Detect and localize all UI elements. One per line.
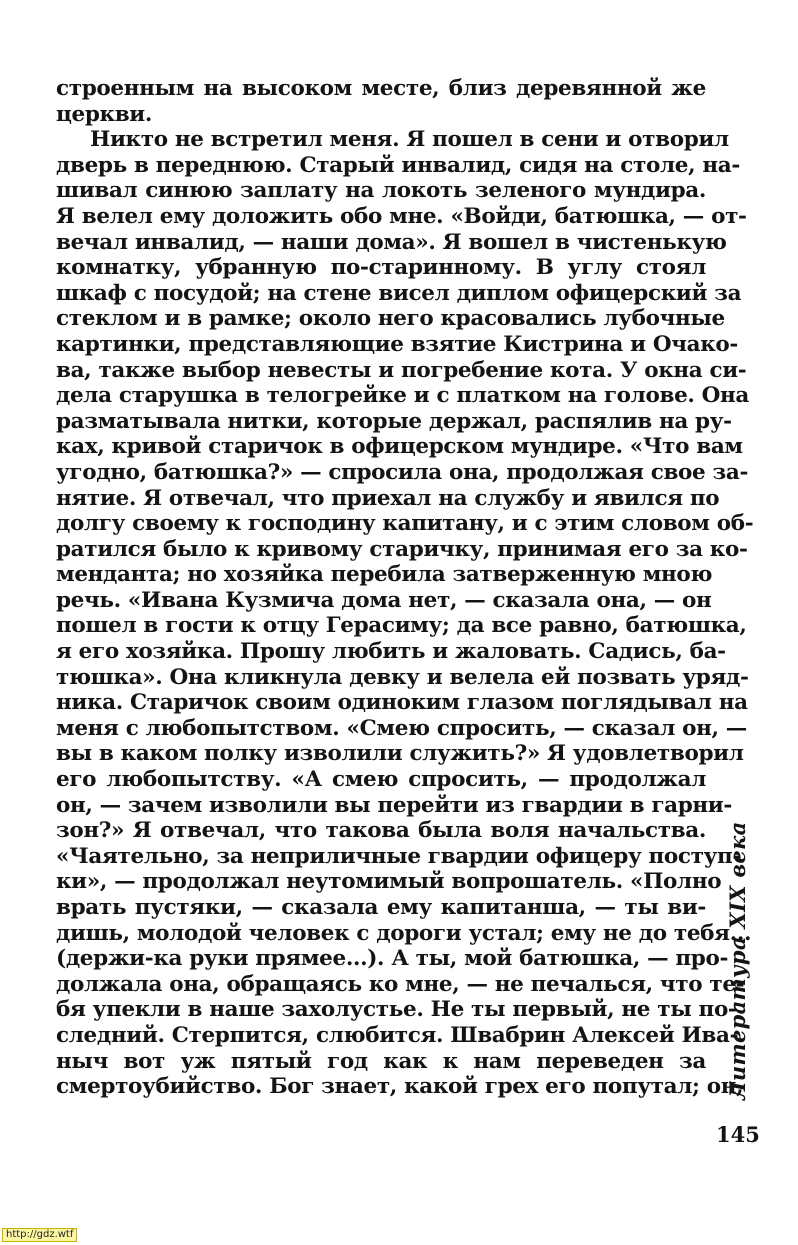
text-line: нятие. Я отвечал, что приехал на службу и явился по — [56, 485, 720, 511]
text-line: Никто не встретил меня. Я пошел в сени и отворил — [90, 127, 729, 153]
text-line: церкви. — [56, 101, 153, 127]
text-line: дишь, молодой человек с дороги устал; ему не до тебя... — [56, 920, 752, 946]
text-line: долгу своему к господину капитану, и с этим словом об- — [56, 511, 754, 537]
text-line: смертоубийство. Бог знает, какой грех его попутал; он, — [56, 1074, 744, 1100]
text-line: (держи-ка руки прямее...). А ты, мой батюшка, — про- — [56, 946, 729, 972]
text-line: вечал инвалид, — наши дома». Я вошел в чистенькую — [56, 229, 727, 255]
text-line: речь. «Ивана Кузмича дома нет, — сказала она, — он — [56, 587, 712, 613]
text-line: шкаф с посудой; на стене висел диплом офицерский за — [56, 280, 742, 306]
text-line: разматывала нитки, которые держал, распялив на ру- — [56, 408, 732, 434]
running-title: Литература XIX века — [725, 821, 750, 1100]
text-line: тюшка». Она кликнула девку и велела ей позвать уряд- — [56, 664, 749, 690]
text-line: менданта; но хозяйка перебила затверженную мною — [56, 562, 713, 588]
text-line: стеклом и в рамке; около него красовались лубочные — [56, 306, 725, 332]
text-line: строенным на высоком месте, близ деревянной же — [56, 76, 706, 101]
text-line: вы в каком полку изволили служить?» Я удовлетворил — [56, 741, 744, 767]
text-line: дверь в переднюю. Старый инвалид, сидя на столе, на- — [56, 152, 740, 178]
text-line: следний. Стерпится, слюбится. Швабрин Алексей Ива- — [56, 1022, 739, 1048]
text-line: бя упекли в наше захолустье. Не ты первый, не ты по- — [56, 997, 737, 1023]
text-line: он, — зачем изволили вы перейти из гвардии в гарни- — [56, 792, 732, 818]
text-line: ва, также выбор невесты и погребение кота. У окна си- — [56, 357, 747, 383]
text-line: картинки, представляющие взятие Кистрина и Очако- — [56, 331, 738, 357]
text-line: ки», — продолжал неутомимый вопрошатель. «Полно — [56, 869, 722, 895]
text-line: его любопытству. «А смею спросить, — продолжал — [56, 767, 706, 793]
text-line: комнатку, убранную по-старинному. В углу стоял — [56, 255, 706, 281]
text-line: я его хозяйка. Прошу любить и жаловать. Садись, ба- — [56, 639, 726, 665]
text-line: меня с любопытством. «Смею спросить, — сказал он, — — [56, 715, 747, 741]
text-line: ратился было к кривому старичку, принимая его за ко- — [56, 536, 748, 562]
text-line: угодно, батюшка?» — спросила она, продолжая свое за- — [56, 459, 749, 485]
text-line: Я велел ему доложить обо мне. «Войди, батюшка, — от- — [56, 203, 747, 229]
text-line: ках, кривой старичок в офицерском мундире. «Что вам — [56, 434, 743, 460]
watermark-link[interactable]: http://gdz.wtf — [2, 1228, 77, 1242]
text-line: «Чаятельно, за неприличные гвардии офицеру поступ- — [56, 843, 741, 869]
text-line: ныч вот уж пятый год как к нам переведен за — [56, 1048, 706, 1074]
page-number: 145 — [716, 1122, 760, 1147]
text-line: ника. Старичок своим одиноким глазом поглядывал на — [56, 690, 748, 716]
text-line: пошел в гости к отцу Герасиму; да все равно, батюшка, — [56, 613, 747, 639]
text-line: шивал синюю заплату на локоть зеленого мундира. — [56, 178, 706, 204]
text-line: зон?» Я отвечал, что такова была воля начальства. — [56, 818, 706, 844]
text-line: должала она, обращаясь ко мне, — не печалься, что те- — [56, 971, 745, 997]
text-line: дела старушка в телогрейке и с платком на голове. Она — [56, 383, 750, 409]
text-line: врать пустяки, — сказала ему капитанша, — ты ви- — [56, 895, 706, 920]
